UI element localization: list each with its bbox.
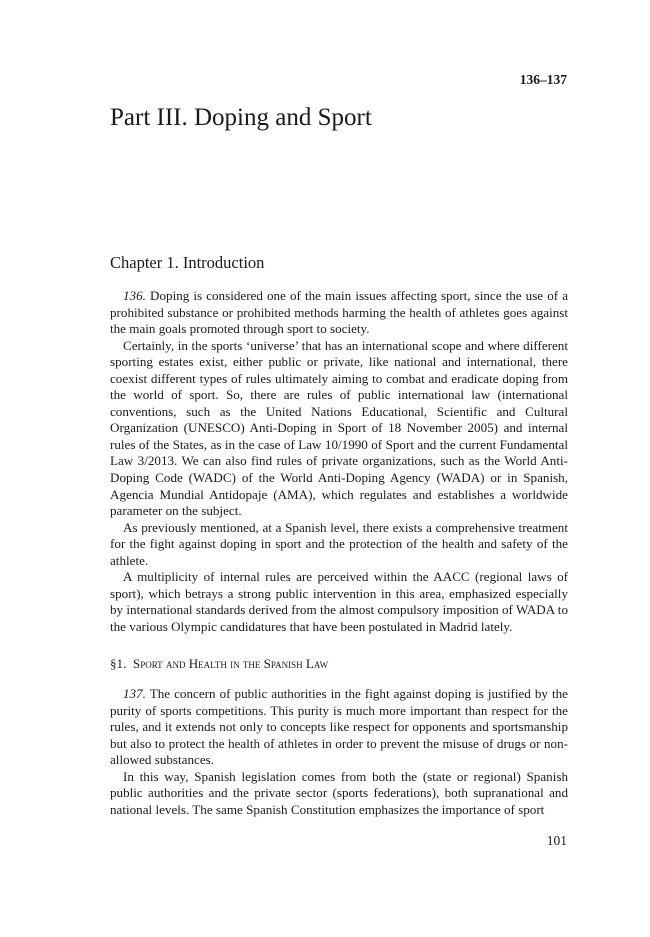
chapter-title: Chapter 1. Introduction (110, 253, 265, 272)
paragraph-multiplicity: A multiplicity of internal rules are perceived within the AACC (regional laws of sport), which betrays a strong public intervention in this area, emphasized especially by international standards derived from the almost compulsory imposition of WADA to the various Olympic candidatures that have been postulated in Madrid lately. (110, 569, 568, 634)
paragraph-number: 137. (123, 686, 146, 701)
paragraph-136 (110, 288, 568, 338)
section-1-body (110, 686, 568, 818)
paragraph-in-this-way: In this way, Spanish legislation comes from both the (state or regional) Spanish public authorities and the private sector (sports federations), both supranational and national levels. The same Spanish Constitution emphasizes the importance of sport (110, 768, 568, 817)
section-title: Sport and Health in the Spanish Law (132, 656, 329, 671)
page-range-header: 136–137 (519, 72, 567, 87)
paragraph-universe: Certainly, in the sports ‘universe’ that has an international scope and where different sporting estates exist, either public or private, like national and international, there coexist different types of rules ultimately aiming to combat and eradicate doping from the world of sport. So, there are rules of public international law (international conventions, such as the United Nations Educational, Scientific and Cultural Organization (UNESCO) Anti-Doping in Sport of 18 November 2005) and internal rules of the States, as in the case of Law 10/1990 of Sport and the current Fundamental Law 3/2013. We can also find rules of private organizations, such as the World Anti-Doping Code (WADC) of the World Anti-Doping Agency (WADA) or in Spanish, Agencia Mundial Antidopaje (AMA), which regulates and establishes a worldwide parameter on the subject. (110, 337, 568, 519)
paragraph-text: The concern of public authorities in the fight against doping is justified by the purity of sports competitions. This purity is much more important than respect for the rules, and it extends not only to concepts like respect for opponents and sportsmanship but also to protect the health of athletes in order to prevent the misuse of drugs or non-allowed substances. (110, 686, 568, 768)
page-number: 101 (546, 833, 567, 848)
paragraph-number: 136. (123, 288, 146, 303)
section-number: §1. (110, 656, 127, 671)
section-heading (110, 656, 328, 672)
part-title: Part III. Doping and Sport (110, 104, 372, 131)
introduction-body (110, 288, 568, 635)
paragraph-137 (110, 686, 568, 769)
paragraph-previously: As previously mentioned, at a Spanish level, there exists a comprehensive treatment for the fight against doping in sport and the protection of the health and safety of the athlete. (110, 519, 568, 568)
paragraph-text: Doping is considered one of the main issues affecting sport, since the use of a prohibited substance or prohibited methods harming the health of athletes goes against the main goals promoted through sport to society. (110, 288, 569, 337)
